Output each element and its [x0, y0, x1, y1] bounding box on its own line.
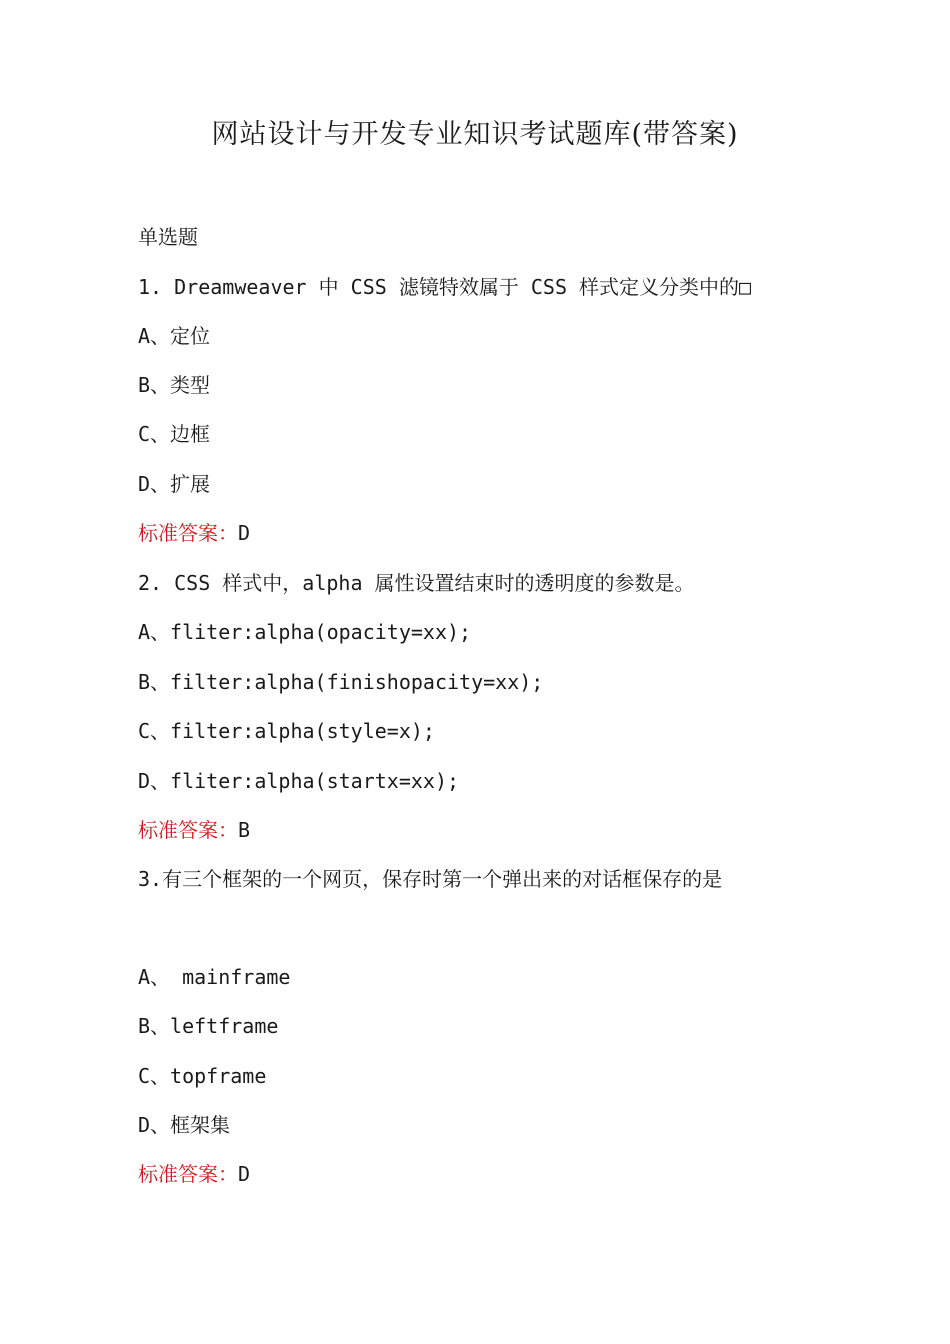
option-item: C、filter:alpha(style=x);: [138, 719, 435, 743]
option-item: A、 mainframe: [138, 965, 291, 989]
option-item: B、filter:alpha(finishopacity=xx);: [138, 670, 544, 694]
question-stem: 2. CSS 样式中，alpha 属性设置结束时的透明度的参数是。: [138, 571, 695, 595]
option-item: B、leftframe: [138, 1014, 279, 1038]
answer-line: [138, 1161, 250, 1187]
answer-label: 标准答案：: [138, 1162, 238, 1186]
section-heading: 单选题: [138, 225, 198, 249]
option-item: D、框架集: [138, 1113, 231, 1137]
question-stem: 1. Dreamweaver 中 CSS 滤镜特效属于 CSS 样式定义分类中的□: [138, 275, 752, 299]
option-item: C、topframe: [138, 1064, 267, 1088]
answer-value: B: [238, 818, 251, 842]
answer-line: [138, 817, 250, 843]
answer-value: D: [238, 1162, 251, 1186]
answer-line: [138, 520, 250, 546]
page-title: 网站设计与开发专业知识考试题库(带答案): [211, 119, 739, 150]
option-item: D、fliter:alpha(startx=xx);: [138, 769, 460, 793]
option-item: C、边框: [138, 422, 211, 446]
answer-label: 标准答案：: [138, 521, 238, 545]
answer-value: D: [238, 521, 251, 545]
question-stem: 3.有三个框架的一个网页，保存时第一个弹出来的对话框保存的是: [138, 867, 723, 891]
answer-label: 标准答案：: [138, 818, 238, 842]
option-item: A、定位: [138, 324, 211, 348]
option-item: B、类型: [138, 373, 211, 397]
option-item: A、fliter:alpha(opacity=xx);: [138, 620, 472, 644]
option-item: D、扩展: [138, 472, 211, 496]
